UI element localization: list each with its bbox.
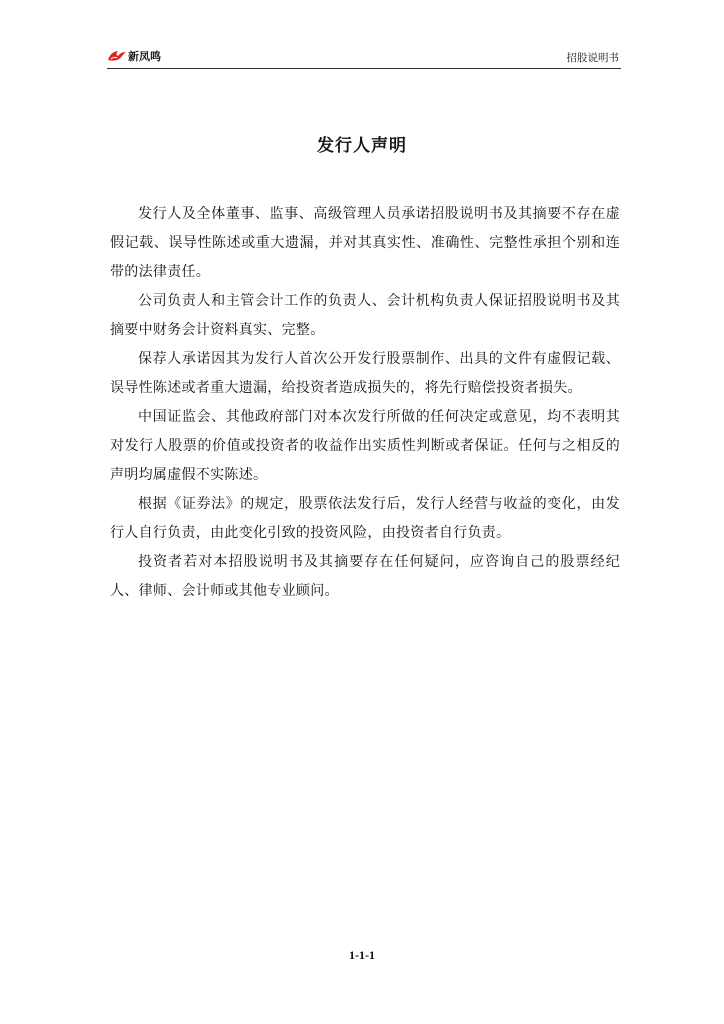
paragraph: 根据《证券法》的规定，股票依法发行后，发行人经营与收益的变化，由发行人自行负责，由此变化引致的投资风险，由投资者自行负责。	[110, 496, 620, 541]
statement-body	[110, 200, 620, 606]
brand-name: 新凤鸣	[128, 50, 161, 63]
document-type: 招股说明书	[566, 52, 619, 64]
paragraph: 发行人及全体董事、监事、高级管理人员承诺招股说明书及其摘要不存在虚假记载、误导性陈述或重大遗漏，并对其真实性、准确性、完整性承担个别和连带的法律责任。	[110, 206, 620, 280]
phoenix-logo-icon	[107, 49, 127, 63]
page-title: 发行人声明	[317, 136, 407, 156]
paragraph: 保荐人承诺因其为发行人首次公开发行股票制作、出具的文件有虚假记载、误导性陈述或者重大遗漏，给投资者造成损失的，将先行赔偿投资者损失。	[110, 351, 620, 396]
company-logo	[107, 48, 161, 64]
page-number: 1-1-1	[349, 948, 375, 962]
paragraph: 公司负责人和主管会计工作的负责人、会计机构负责人保证招股说明书及其摘要中财务会计资料真实、完整。	[110, 293, 620, 338]
paragraph: 投资者若对本招股说明书及其摘要存在任何疑问，应咨询自己的股票经纪人、律师、会计师或其他专业顾问。	[110, 554, 620, 599]
paragraph: 中国证监会、其他政府部门对本次发行所做的任何决定或意见，均不表明其对发行人股票的价值或投资者的收益作出实质性判断或者保证。任何与之相反的声明均属虚假不实陈述。	[110, 409, 620, 483]
page-header	[107, 46, 621, 69]
